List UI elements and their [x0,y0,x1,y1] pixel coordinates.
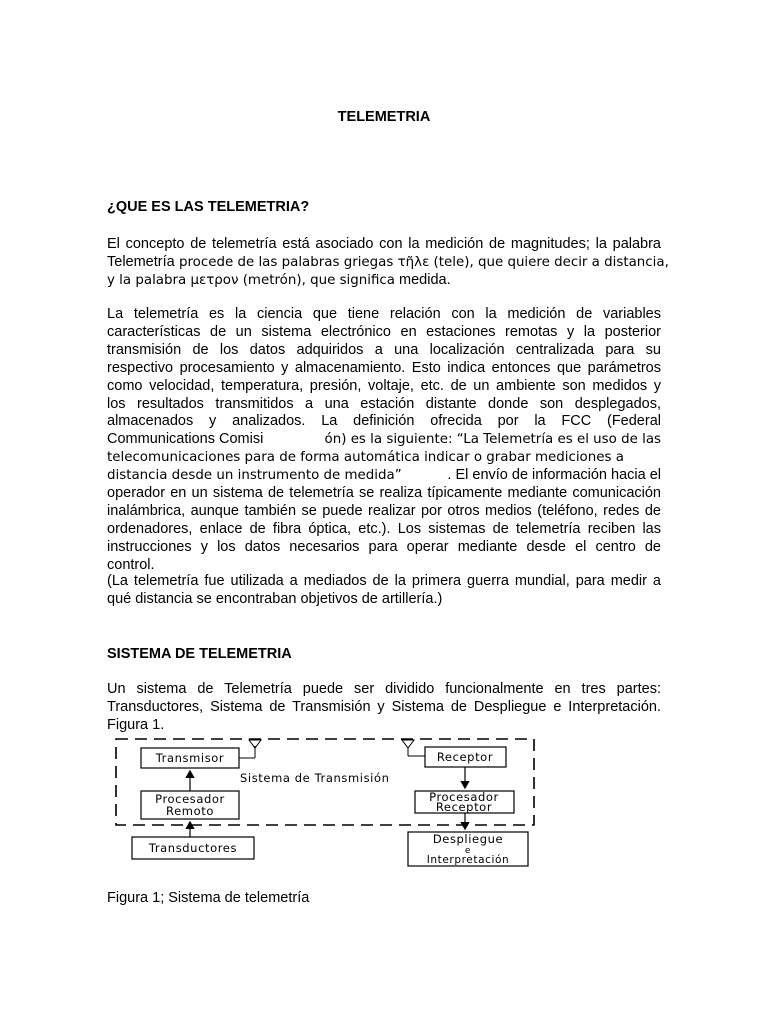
text-line: Transductores, Sistema de Transmisión y Sistema de Despliegue e Interpretación. [107,698,661,715]
text-line: ordenadores, enlace de fibra óptica, etc.). Los sistemas de telemetría reciben las [107,520,661,537]
text-line [107,467,661,485]
despliegue-label-1: Despliegue [432,832,504,846]
procesador-receptor-label-2: Receptor [435,800,493,814]
text-line: La telemetría es la ciencia que tiene relación con la medición de variables [107,306,661,322]
text-line: operador en un sistema de telemetría se realiza típicamente mediante comunicación [107,485,661,502]
text-line [107,253,669,272]
procesador-remoto-label-1: Procesador [155,792,225,806]
figure-caption: Figura 1; Sistema de telemetría [107,890,310,906]
paragraph-definition [107,306,661,575]
text-line: inalámbrica, aunque también se puede realizar por otros medios (teléfono, redes de [107,502,661,519]
section-heading-sistema: SISTEMA DE TELEMETRIA [107,646,292,662]
paragraph-sistema [107,681,661,735]
text-run: medida. [394,271,451,288]
antenna-icon [402,740,414,748]
text-run-greek: procede de las palabras griegas τῆλε (tele), que quiere decir a distancia, [174,254,669,270]
text-line: Un sistema de Telemetría puede ser dividido funcionalmente en tres partes: [107,681,661,697]
diagram-svg [110,736,540,870]
system-label: Sistema de Transmisión [240,771,390,785]
text-run-quote: telecomunicaciones para de forma automática indicar o grabar mediciones a [107,450,624,466]
text-line: control. [107,556,155,573]
text-line: instrucciones y los datos necesarios para operar mediante desde el centro de [107,538,661,555]
text-line [107,272,661,290]
text-run: . El envío de información hacia el [447,467,661,484]
document-title: TELEMETRIA [337,109,431,125]
text-line: como velocidad, temperatura, presión, voltaje, etc. de un ambiente son medidos y [107,377,661,394]
transductores-label: Transductores [148,841,238,855]
text-line: almacenados y analizados. La definición ofrecida por la FCC (Federal [107,413,661,430]
telemetry-system-diagram [110,736,540,870]
despliegue-label-3: Interpretación [426,854,510,866]
text-line: transmisión de los datos adquiridos a una localización centralizada para su [107,341,661,358]
text-line: características de un sistema electrónico en estaciones remotas y la posterior [107,323,661,340]
text-line: los resultados transmitidos a una estación distante donde son desplegados, [107,395,661,412]
text-line: Figura 1. [107,716,165,733]
procesador-receptor-label-1: Procesador [429,790,499,804]
transmisor-label: Transmisor [155,751,225,765]
text-run: Communications Comisi [107,431,264,448]
despliegue-label-2: e [464,846,472,856]
text-run-quote: ón) es la siguiente: “La Telemetría es el uso de las [324,432,661,448]
text-line: El concepto de telemetría está asociado con la medición de magnitudes; la palabra [107,236,661,252]
section-heading-que-es: ¿QUE ES LAS TELEMETRIA? [107,199,310,215]
receptor-label: Receptor [436,750,494,764]
text-line: qué distancia se encontraban objetivos de artillería.) [107,590,443,607]
paragraph-history [107,573,661,609]
paragraph-intro [107,236,669,290]
text-run: Telemetría [107,253,175,270]
text-run-greek: y la palabra μετρον (metrón), que significa [107,272,395,288]
text-run-quote: distancia desde un instrumento de medida” [107,468,402,484]
text-line: respectivo procesamiento y almacenamiento. Esto indica entonces que parámetros [107,359,661,376]
procesador-remoto-label-2: Remoto [166,804,214,818]
text-line [107,431,661,449]
text-line [107,449,661,467]
text-line: (La telemetría fue utilizada a mediados de la primera guerra mundial, para medir a [107,573,661,589]
